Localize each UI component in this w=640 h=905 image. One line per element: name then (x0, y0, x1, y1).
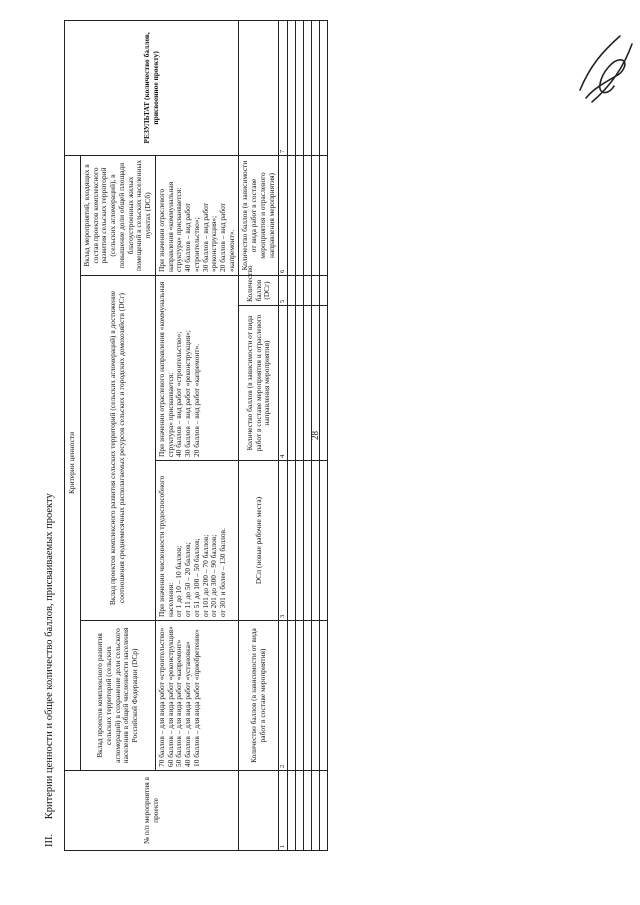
column-number: 5 (279, 276, 288, 306)
column-number: 1 (279, 771, 288, 851)
column-number: 3 (279, 461, 288, 621)
table-row (288, 771, 296, 851)
criterion-2-workforce-scale: При значении численности трудоспособного населения: от 1 до 10 – 10 баллов; от 11 до 50 – 20 баллов; от 51 до 100 – 50 баллов; от 101 до 200 – 70 баллов; от 201 до 300 – 90 баллов; от 301 и более – 130 баллов. (155, 461, 239, 621)
criterion-2-utility-scale: При значении отраслевого направления «коммунальная структура» присваивается: 40 баллов – вид работ «строительство»; 30 баллов – вид работ «реконструкция»; 20 баллов – вид работ «капремонт». (155, 276, 239, 461)
column-number: 7 (279, 20, 288, 155)
section-numeral: III. (44, 833, 55, 847)
criterion-1-header: Вклад проектов комплексного развития сельских территорий (сельских агломераций) в сохранение доли сельского населения в общей численности населения Российской Федерации (DСр) (81, 621, 156, 771)
table-row (312, 771, 320, 851)
criterion-3-utility-scale: При значении отраслевого направления «коммунальная структура» присваивается: 40 баллов – вид работ «строительство»; 30 баллов – вид работ «реконструкция»; 20 баллов – вид работ «капремонт». (155, 155, 239, 275)
table-row (296, 771, 304, 851)
section-title: Критерии ценности и общее количество баллов, присваиваемых проекту (44, 493, 55, 820)
table-row (304, 771, 312, 851)
header-result: РЕЗУЛЬТАТ (количество баллов, присвоенное проекту) (65, 20, 239, 155)
page-number: 28 (310, 431, 320, 440)
criterion-2-total-points: Количество баллов (DСг) (239, 276, 279, 306)
result-blank (239, 20, 279, 155)
criterion-1-points: Количество баллов (в зависимости от вида работ в составе мероприятия) (239, 621, 279, 771)
criterion-3-header: Вклад мероприятий, входящих в состав проектов комплексного развития сельских территорий (сельских агломераций), в повышение доли общей площади благоустроенных жилых помещений в сельских населенных пунктах (DСб) (81, 155, 156, 275)
row-blank (239, 771, 279, 851)
criterion-3-points: Количество баллов (в зависимости от вида работ в составе мероприятия и отраслевого направления мероприятия) (239, 155, 279, 275)
criterion-2-new-jobs: DСп (новые рабочие места) (239, 461, 279, 621)
header-row-number: № п/п мероприятия в проекте (65, 771, 239, 851)
criterion-2-utility-points: Количество баллов (в зависимости от вида работ в составе мероприятия и отраслевого направления мероприятия) (239, 306, 279, 461)
column-number: 6 (279, 155, 288, 275)
section-heading (44, 27, 55, 847)
handwritten-signature (572, 32, 634, 104)
criteria-table (64, 20, 328, 851)
header-criteria: Критерии ценности (65, 155, 81, 770)
column-number: 4 (279, 306, 288, 461)
rotated-page-content (38, 23, 470, 857)
table-row (320, 771, 328, 851)
criterion-2-header: Вклад проектов комплексного развития сельских территорий (сельских агломераций) в достижение соотношения среднемесячных располагаемых ресурсов сельских и городских домохозяйств (DСг) (81, 276, 156, 621)
column-number: 2 (279, 621, 288, 771)
criterion-1-work-type-scale: 70 баллов – для вида работ «строительство» 60 баллов – для вида работ «реконструкция» 50 баллов – для вида работ «капремонт» 40 баллов – для вида работ «установка» 10 баллов – для вида работ «приобретение» (155, 621, 239, 771)
